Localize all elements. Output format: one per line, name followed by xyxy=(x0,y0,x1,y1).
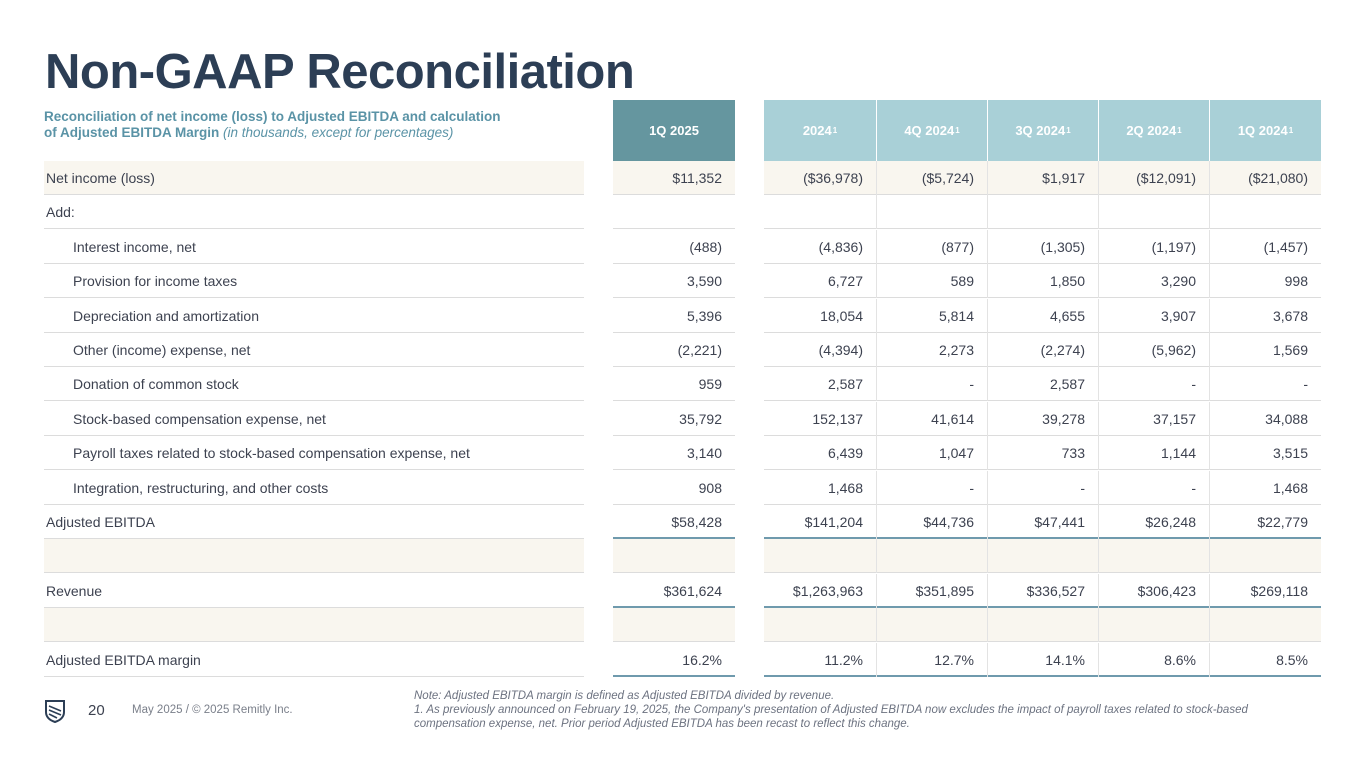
table-cell: $141,204 xyxy=(804,514,863,530)
table-cell: 3,907 xyxy=(1160,307,1196,324)
column-header: 1Q 2024 1 xyxy=(1209,100,1321,161)
table-cell: $1,263,963 xyxy=(792,582,863,599)
row-label: Adjusted EBITDA xyxy=(46,514,155,530)
table-header-label-bold: Reconciliation of net income (loss) to Adjusted EBITDA and calculation of Adjusted EBITDA Margin xyxy=(44,109,501,140)
table-cell: 41,614 xyxy=(931,410,974,427)
row-segment-label xyxy=(44,539,584,573)
table-cell: 39,278 xyxy=(1042,410,1085,427)
column-divider xyxy=(1098,195,1099,229)
table-row xyxy=(0,333,1365,367)
table-cell: 589 xyxy=(950,273,974,290)
table-row xyxy=(0,539,1365,573)
row-segment-prior xyxy=(764,539,1321,573)
page-title: Non-GAAP Reconciliation xyxy=(45,45,635,99)
table-row xyxy=(0,230,1365,264)
column-divider xyxy=(1209,608,1210,642)
table-cell: 3,590 xyxy=(686,273,722,290)
row-label: Depreciation and amortization xyxy=(73,307,259,324)
column-divider xyxy=(1098,539,1099,573)
column-header-label: 2024 xyxy=(802,123,832,138)
table-header xyxy=(0,100,1365,161)
row-segment-label xyxy=(44,608,584,642)
column-header xyxy=(613,100,735,161)
column-header-label: 1Q 2024 xyxy=(1237,123,1288,138)
column-header-label: 4Q 2024 xyxy=(904,123,955,138)
column-header: 2024 1 xyxy=(764,100,876,161)
table-row xyxy=(0,195,1365,229)
row-label: Integration, restructuring, and other costs xyxy=(73,479,329,496)
table-row xyxy=(0,608,1365,642)
row-label: Stock-based compensation expense, net xyxy=(73,410,326,427)
page-number: 20 xyxy=(88,702,105,719)
table-cell: $306,423 xyxy=(1137,582,1196,599)
table-cell: 152,137 xyxy=(812,410,863,427)
table-cell: $336,527 xyxy=(1026,582,1085,599)
table-cell: 37,157 xyxy=(1153,410,1196,427)
table-row xyxy=(0,299,1365,333)
table-row xyxy=(0,505,1365,539)
table-cell: (1,457) xyxy=(1263,238,1308,255)
table-cell: ($5,724) xyxy=(921,170,974,186)
table-cell: 12.7% xyxy=(934,651,974,668)
table-cell: $351,895 xyxy=(915,582,974,599)
table-cell: 1,468 xyxy=(1272,479,1308,496)
table-header-label-italic: (in thousands, except for percentages) xyxy=(223,124,454,140)
row-segment-cur xyxy=(613,539,735,573)
row-segment-label xyxy=(44,195,584,229)
footer-copyright: May 2025 / © 2025 Remitly Inc. xyxy=(132,704,293,716)
table-cell: (2,221) xyxy=(677,342,722,358)
table-cell: (1,305) xyxy=(1040,238,1085,255)
table-cell: 14.1% xyxy=(1045,651,1085,668)
table-row xyxy=(0,264,1365,298)
table-cell: 959 xyxy=(698,376,722,393)
column-divider xyxy=(876,608,877,642)
row-segment-cur xyxy=(613,608,735,642)
table-cell: 3,515 xyxy=(1272,445,1308,462)
row-segment-prior xyxy=(764,195,1321,229)
table-cell: - xyxy=(969,479,974,496)
column-divider xyxy=(987,195,988,229)
row-label: Provision for income taxes xyxy=(73,273,238,290)
table-cell: 3,140 xyxy=(686,445,722,462)
table-cell: 2,273 xyxy=(938,342,974,358)
table-cell: 6,439 xyxy=(827,445,863,462)
table-cell: $26,248 xyxy=(1145,514,1196,530)
table-cell: 5,396 xyxy=(686,307,722,324)
column-divider xyxy=(1209,195,1210,229)
column-header: 3Q 2024 1 xyxy=(987,100,1098,161)
table-cell: 2,587 xyxy=(1049,376,1085,393)
table-header-label xyxy=(44,109,504,140)
row-segment-prior xyxy=(764,608,1321,642)
footnote-1: 1. As previously announced on February 19, 2025, the Company's presentation of Adjusted EBITDA now excludes the impact of payroll taxes related to stock-based compensation expense, net. Prior period Adjusted EBITDA has been recast to reflect this change. xyxy=(414,704,1248,730)
row-label: Add: xyxy=(46,204,75,221)
table-cell: - xyxy=(1303,376,1308,393)
footnotes xyxy=(414,689,1314,731)
table-cell: $361,624 xyxy=(663,582,722,599)
column-header: 4Q 2024 1 xyxy=(876,100,987,161)
table-cell: 3,678 xyxy=(1272,307,1308,324)
table-cell: $11,352 xyxy=(672,170,722,186)
table-cell: 6,727 xyxy=(827,273,863,290)
column-header-label: 3Q 2024 xyxy=(1015,123,1066,138)
row-label: Adjusted EBITDA margin xyxy=(46,651,201,668)
table-cell: 11.2% xyxy=(824,651,863,668)
column-divider xyxy=(987,608,988,642)
row-label: Payroll taxes related to stock-based compensation expense, net xyxy=(73,445,470,462)
row-label: Revenue xyxy=(46,582,103,599)
table-cell: (488) xyxy=(689,238,722,255)
table-cell: 3,290 xyxy=(1160,273,1196,290)
row-label: Net income (loss) xyxy=(46,170,155,186)
row-segment-label xyxy=(44,574,584,608)
table-cell: 733 xyxy=(1061,445,1085,462)
row-label: Donation of common stock xyxy=(73,376,239,393)
table-cell: $22,779 xyxy=(1257,514,1308,530)
table-cell: - xyxy=(969,376,974,393)
table-cell: 35,792 xyxy=(679,410,722,427)
table-cell: 4,655 xyxy=(1049,307,1085,324)
row-segment-cur xyxy=(613,195,735,229)
table-cell: 1,850 xyxy=(1049,273,1085,290)
table-cell: $269,118 xyxy=(1250,582,1308,599)
table-cell: (5,962) xyxy=(1151,342,1196,358)
table-row xyxy=(0,436,1365,470)
footnote-note: Note: Adjusted EBITDA margin is defined as Adjusted EBITDA divided by revenue. xyxy=(414,690,835,702)
remitly-shield-logo-icon xyxy=(44,699,66,723)
table-cell: 8.6% xyxy=(1164,651,1196,668)
table-cell: 908 xyxy=(698,479,722,496)
table-cell: ($36,978) xyxy=(803,170,863,186)
table-row xyxy=(0,471,1365,505)
row-label: Interest income, net xyxy=(73,238,196,255)
column-divider xyxy=(1209,539,1210,573)
table-row xyxy=(0,574,1365,608)
column-divider xyxy=(876,539,877,573)
table-cell: (4,394) xyxy=(818,342,863,358)
table-cell: (4,836) xyxy=(818,238,863,255)
column-header-label: 2Q 2024 xyxy=(1126,123,1177,138)
column-header: 2Q 2024 1 xyxy=(1098,100,1209,161)
table-cell: - xyxy=(1080,479,1085,496)
table-cell: (1,197) xyxy=(1151,238,1196,255)
table-cell: 2,587 xyxy=(827,376,863,393)
table-cell: 5,814 xyxy=(938,307,974,324)
column-divider xyxy=(876,195,877,229)
row-label: Other (income) expense, net xyxy=(73,342,251,358)
table-cell: 1,047 xyxy=(938,445,974,462)
table-cell: 34,088 xyxy=(1265,410,1308,427)
column-divider xyxy=(987,539,988,573)
table-cell: (877) xyxy=(941,238,974,255)
table-row xyxy=(0,402,1365,436)
column-header-label: 1Q 2025 xyxy=(649,123,699,138)
table-cell: 1,468 xyxy=(827,479,863,496)
table-cell: $47,441 xyxy=(1034,514,1085,530)
table-cell: (2,274) xyxy=(1040,342,1085,358)
table-cell: 8.5% xyxy=(1276,651,1308,668)
table-cell: 998 xyxy=(1284,273,1308,290)
table-row xyxy=(0,643,1365,677)
table-cell: $1,917 xyxy=(1042,170,1085,186)
table-cell: - xyxy=(1191,479,1196,496)
table-cell: ($12,091) xyxy=(1136,170,1196,186)
table-row xyxy=(0,161,1365,195)
table-cell: 16.2% xyxy=(682,651,722,668)
table-cell: - xyxy=(1191,376,1196,393)
column-divider xyxy=(1098,608,1099,642)
table-cell: 1,144 xyxy=(1160,445,1196,462)
table-cell: 1,569 xyxy=(1272,342,1308,358)
table-cell: ($21,080) xyxy=(1248,170,1308,186)
table-cell: 18,054 xyxy=(820,307,863,324)
table-cell: $44,736 xyxy=(923,514,974,530)
table-cell: $58,428 xyxy=(671,514,722,530)
table-row xyxy=(0,367,1365,401)
